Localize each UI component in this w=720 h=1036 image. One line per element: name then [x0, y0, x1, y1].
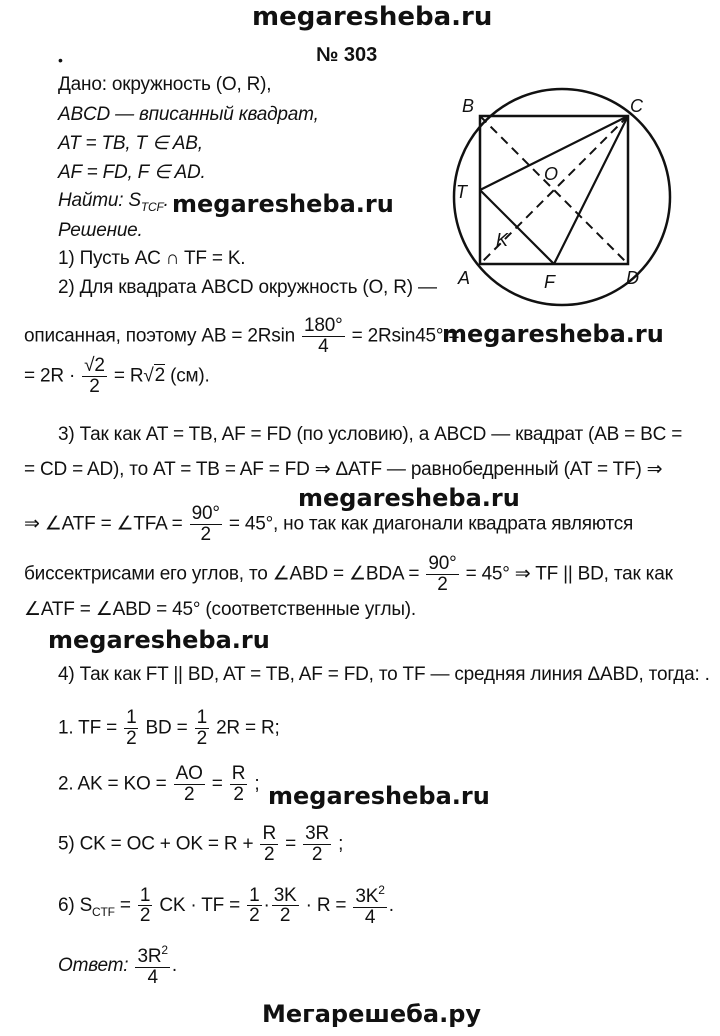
frac-num: √2 [84, 355, 105, 376]
sqrt-value: 2 [154, 365, 165, 387]
step-5 [58, 824, 343, 865]
step-2b-post: = 2Rsin45° = [351, 325, 460, 347]
fraction-r-2b [260, 824, 278, 865]
fraction-180-4 [302, 316, 345, 357]
fraction-1-2 [124, 708, 138, 749]
frac-num [135, 944, 169, 968]
fraction-90-2 [190, 504, 222, 545]
site-header[interactable]: megaresheba.ru [252, 2, 493, 32]
s6-sub: CTF [92, 904, 115, 919]
segment-fc [554, 116, 628, 264]
step-6: 6) $S_{CTF}$ = $\frac{1}{2}$ CK · TF = $\frac{1}{2}$ · $\frac{3K}{2}$ · R = $\frac{3K^2}{4}$ . [58, 883, 394, 928]
fraction-ao-2 [174, 764, 205, 805]
step-2c-mid: = R [113, 365, 144, 387]
step-1: 1) Пусть AC ∩ TF = K. [58, 248, 246, 269]
find-label: Найти: S [58, 190, 141, 211]
s41-text: 1. TF = [58, 717, 117, 739]
step-2c-text: = 2R · [24, 365, 76, 387]
watermark-2[interactable]: megaresheba.ru [442, 320, 664, 348]
s6-text: 6) S [58, 894, 93, 916]
frac-den: 2 [139, 905, 151, 927]
equals-sign: = [285, 833, 296, 855]
frac-num: 1 [126, 707, 137, 728]
frac-num [353, 884, 386, 908]
label-a: A [458, 268, 471, 288]
fraction-3k2-4 [353, 884, 386, 928]
frac-den: 2 [279, 905, 291, 927]
frac-num: 90° [428, 553, 457, 574]
label-d: D [626, 268, 639, 288]
s42-post: ; [254, 773, 260, 795]
frac-num: 90° [191, 503, 220, 524]
watermark-3[interactable]: megaresheba.ru [298, 484, 520, 512]
frac-num: R [231, 763, 246, 784]
fraction-3r-2 [303, 824, 331, 865]
step-3c-text: ⇒ ∠ATF = ∠TFA = [24, 513, 183, 535]
frac-den: 2 [311, 843, 323, 865]
given-line-3: AT = TB, T ∈ AB, [58, 133, 203, 154]
s6-eq: = [119, 894, 131, 916]
label-b: B [462, 96, 475, 116]
step-3d [24, 554, 673, 595]
dot-mark: • [58, 52, 63, 68]
given-line-2: ABCD — вписанный квадрат, [58, 104, 319, 125]
step-3c [24, 504, 633, 545]
given-line-1: Дано: окружность (O, R), [58, 74, 272, 95]
watermark-1[interactable]: megaresheba.ru [172, 190, 394, 218]
step-2b [24, 316, 459, 357]
step-2b-text: описанная, поэтому AB = 2Rsin [24, 325, 295, 347]
frac-num: R [262, 823, 276, 844]
step-3c-post: = 45°, но так как диагонали квадрата являются [228, 513, 634, 535]
label-o: O [544, 164, 559, 184]
frac-num-base: 3K [355, 886, 379, 907]
answer-den: 4 [147, 966, 158, 988]
step-3b: = CD = AD), то AT = TB = AF = FD ⇒ ΔATF — равнобедренный (AT = TF) ⇒ [24, 459, 663, 480]
geometry-figure [438, 82, 678, 314]
step-3e: ∠ATF = ∠ABD = 45° (соответственные углы). [24, 599, 416, 620]
frac-den: 4 [318, 335, 329, 357]
fraction-1-2c [138, 886, 152, 927]
solution-label: Решение. [58, 220, 143, 241]
frac-den: 2 [196, 727, 207, 749]
s41-post: 2R = R; [216, 717, 280, 739]
label-t: T [456, 182, 467, 202]
watermark-4[interactable]: megaresheba.ru [48, 626, 270, 654]
step-2c: = 2R · $\frac{√2}{2}$ = R√2 (см). [24, 355, 210, 397]
label-k: K [496, 230, 509, 250]
s6-mid2: · R = [305, 894, 347, 916]
step-4-2 [58, 764, 259, 805]
frac-den: 4 [364, 906, 376, 928]
s6-mid1: CK · TF = [159, 894, 241, 916]
fraction-sqrt2-2 [82, 356, 107, 397]
fraction-3k-2 [272, 886, 299, 927]
answer-label: Ответ: [58, 954, 129, 976]
step-2c-post: (см). [170, 365, 210, 387]
site-footer[interactable]: Мегарешеба.ру [262, 1000, 482, 1028]
frac-den: 2 [233, 783, 244, 805]
equals-sign: = [211, 773, 223, 795]
step-3a: 3) Так как AT = TB, AF = FD (по условию), а ABCD — квадрат (AB = BC = [58, 424, 683, 445]
fraction-1-2d [247, 886, 261, 927]
s5-text: 5) CK = OC + OK = R + [58, 833, 254, 855]
s5-post: ; [338, 833, 344, 855]
given-line-4: AF = FD, F ∈ AD. [58, 162, 206, 183]
s41-mid: BD = [145, 717, 188, 739]
frac-den: 2 [89, 375, 100, 397]
answer-sup: 2 [161, 943, 168, 957]
frac-num: 3K [273, 884, 297, 906]
frac-den: 2 [126, 727, 137, 749]
s42-text: 2. AK = KO = [58, 773, 167, 795]
fraction-90-2b [426, 554, 458, 595]
frac-num: 180° [304, 315, 343, 336]
answer-line [58, 944, 177, 988]
frac-den: 2 [249, 905, 260, 927]
step-3d-text: биссектрисами его углов, то ∠ABD = ∠BDA = [24, 563, 420, 585]
step-3d-post: = 45° ⇒ TF || BD, так как [465, 563, 673, 585]
watermark-5[interactable]: megaresheba.ru [268, 782, 490, 810]
s6-post: . [388, 894, 394, 916]
label-f: F [544, 272, 555, 292]
label-c: C [630, 96, 643, 116]
frac-num: 1 [249, 884, 260, 906]
frac-num: 1 [139, 884, 151, 906]
frac-num: AO [175, 763, 203, 784]
find-line [58, 190, 169, 214]
frac-num-sup: 2 [378, 883, 385, 897]
frac-den: 2 [437, 573, 448, 595]
frac-den: 2 [183, 783, 195, 805]
answer-num: 3R [137, 946, 162, 967]
find-end: . [163, 190, 169, 211]
frac-den: 2 [264, 843, 275, 865]
frac-den: 2 [200, 523, 211, 545]
find-sub: TCF [140, 200, 164, 214]
answer-post: . [171, 954, 177, 976]
fraction-1-2b [195, 708, 209, 749]
problem-number: № 303 [316, 44, 378, 66]
step-4: 4) Так как FT || BD, AT = TB, AF = FD, то TF — средняя линия ΔABD, тогда: . [58, 664, 710, 685]
step-2a: 2) Для квадрата ABCD окружность (O, R) — [58, 277, 437, 298]
frac-num: 1 [196, 707, 207, 728]
frac-num: 3R [305, 823, 329, 844]
fraction-r-2 [230, 764, 248, 805]
answer-fraction [135, 944, 169, 988]
step-4-1 [58, 708, 280, 749]
